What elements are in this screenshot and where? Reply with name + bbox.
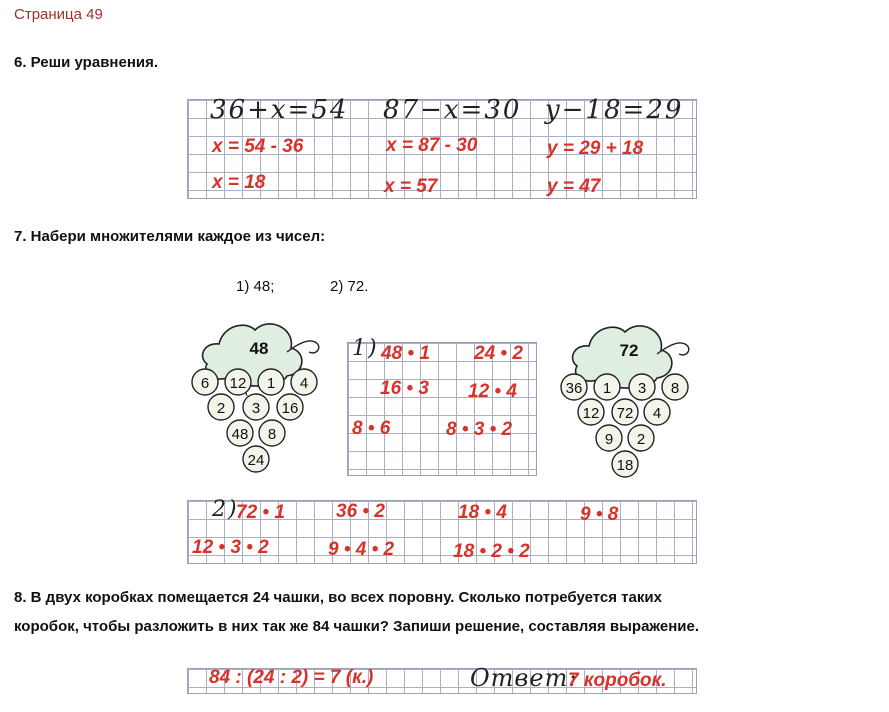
task7-title: 7. Набери множителями каждое из чисел: (14, 228, 326, 245)
answer-7-2-6: 9 • 4 • 2 (328, 539, 395, 560)
answer-7-2: 24 • 2 (474, 343, 523, 364)
grape-72-berry: 72 (616, 405, 634, 422)
equation-3: y−18=29 (545, 95, 684, 125)
answer-6-1b: x = 18 (212, 172, 266, 193)
task6-title: 6. Реши уравнения. (14, 54, 159, 71)
grape-72-berry: 1 (602, 380, 612, 397)
equation-2: 87−x=30 (383, 95, 522, 125)
answer-6-2a: x = 87 - 30 (386, 135, 478, 156)
grape-72-leaf-number: 72 (619, 341, 639, 360)
task7-number-2: 2) 72. (330, 278, 369, 295)
grape-48-leaf-number: 48 (249, 339, 269, 358)
answer-7-2-7: 18 • 2 • 2 (453, 541, 530, 562)
page-label: Страница 49 (14, 6, 103, 23)
answer-7-1: 48 • 1 (381, 343, 430, 364)
answer-6-2b: x = 57 (384, 176, 438, 197)
task8-answer-word: Ответ: (470, 664, 578, 692)
grape-72-berry: 4 (652, 405, 662, 422)
grid-1-prefix: 1) (352, 336, 379, 361)
grape-48-illustration (183, 312, 328, 477)
grape-48-berry: 1 (266, 375, 276, 392)
answer-7-2-1: 72 • 1 (236, 502, 285, 523)
grape-48-berry: 24 (247, 452, 265, 469)
grape-48-berry: 6 (200, 375, 210, 392)
grape-48-berry: 48 (231, 426, 249, 443)
grape-48-berry: 2 (216, 400, 226, 417)
grape-72-berry: 3 (637, 380, 647, 397)
task7-number-1: 1) 48; (236, 278, 275, 295)
grape-48-berry: 8 (267, 426, 277, 443)
grape-72-berry: 18 (616, 457, 634, 474)
answer-7-3: 16 • 3 (380, 378, 429, 399)
equation-1: 36+x=54 (210, 95, 349, 125)
answer-7-2-3: 18 • 4 (458, 502, 507, 523)
task8-expression: 84 : (24 : 2) = 7 (к.) (209, 667, 374, 688)
grape-48-berry: 12 (229, 375, 247, 392)
grape-72-berry: 36 (565, 380, 583, 397)
grape-48-berry: 4 (299, 375, 309, 392)
grape-48-berry: 3 (251, 400, 261, 417)
grid-2-prefix: 2) (212, 497, 239, 522)
answer-7-2-5: 12 • 3 • 2 (192, 537, 269, 558)
answer-7-6: 8 • 3 • 2 (446, 419, 513, 440)
answer-6-3b: y = 47 (547, 176, 601, 197)
answer-7-5: 8 • 6 (352, 418, 391, 439)
grape-48-berry: 16 (281, 400, 299, 417)
grape-72-berry: 2 (636, 431, 646, 448)
answer-7-2-4: 9 • 8 (580, 504, 619, 525)
answer-6-1a: x = 54 - 36 (212, 136, 304, 157)
task8-answer: 7 коробок. (568, 670, 667, 691)
answer-7-2-2: 36 • 2 (336, 501, 385, 522)
answer-7-4: 12 • 4 (468, 381, 517, 402)
grape-72-berry: 8 (670, 380, 680, 397)
answer-6-3a: y = 29 + 18 (547, 138, 644, 159)
task8-line-1: 8. В двух коробках помещается 24 чашки, во всех поровну. Сколько потребуется таких (14, 589, 662, 606)
grape-72-berry: 12 (582, 405, 600, 422)
grape-72-berry: 9 (604, 431, 614, 448)
grape-72-illustration (553, 318, 698, 480)
task8-line-2: коробок, чтобы разложить в них так же 84 чашки? Запиши решение, составляя выражение. (14, 618, 700, 635)
